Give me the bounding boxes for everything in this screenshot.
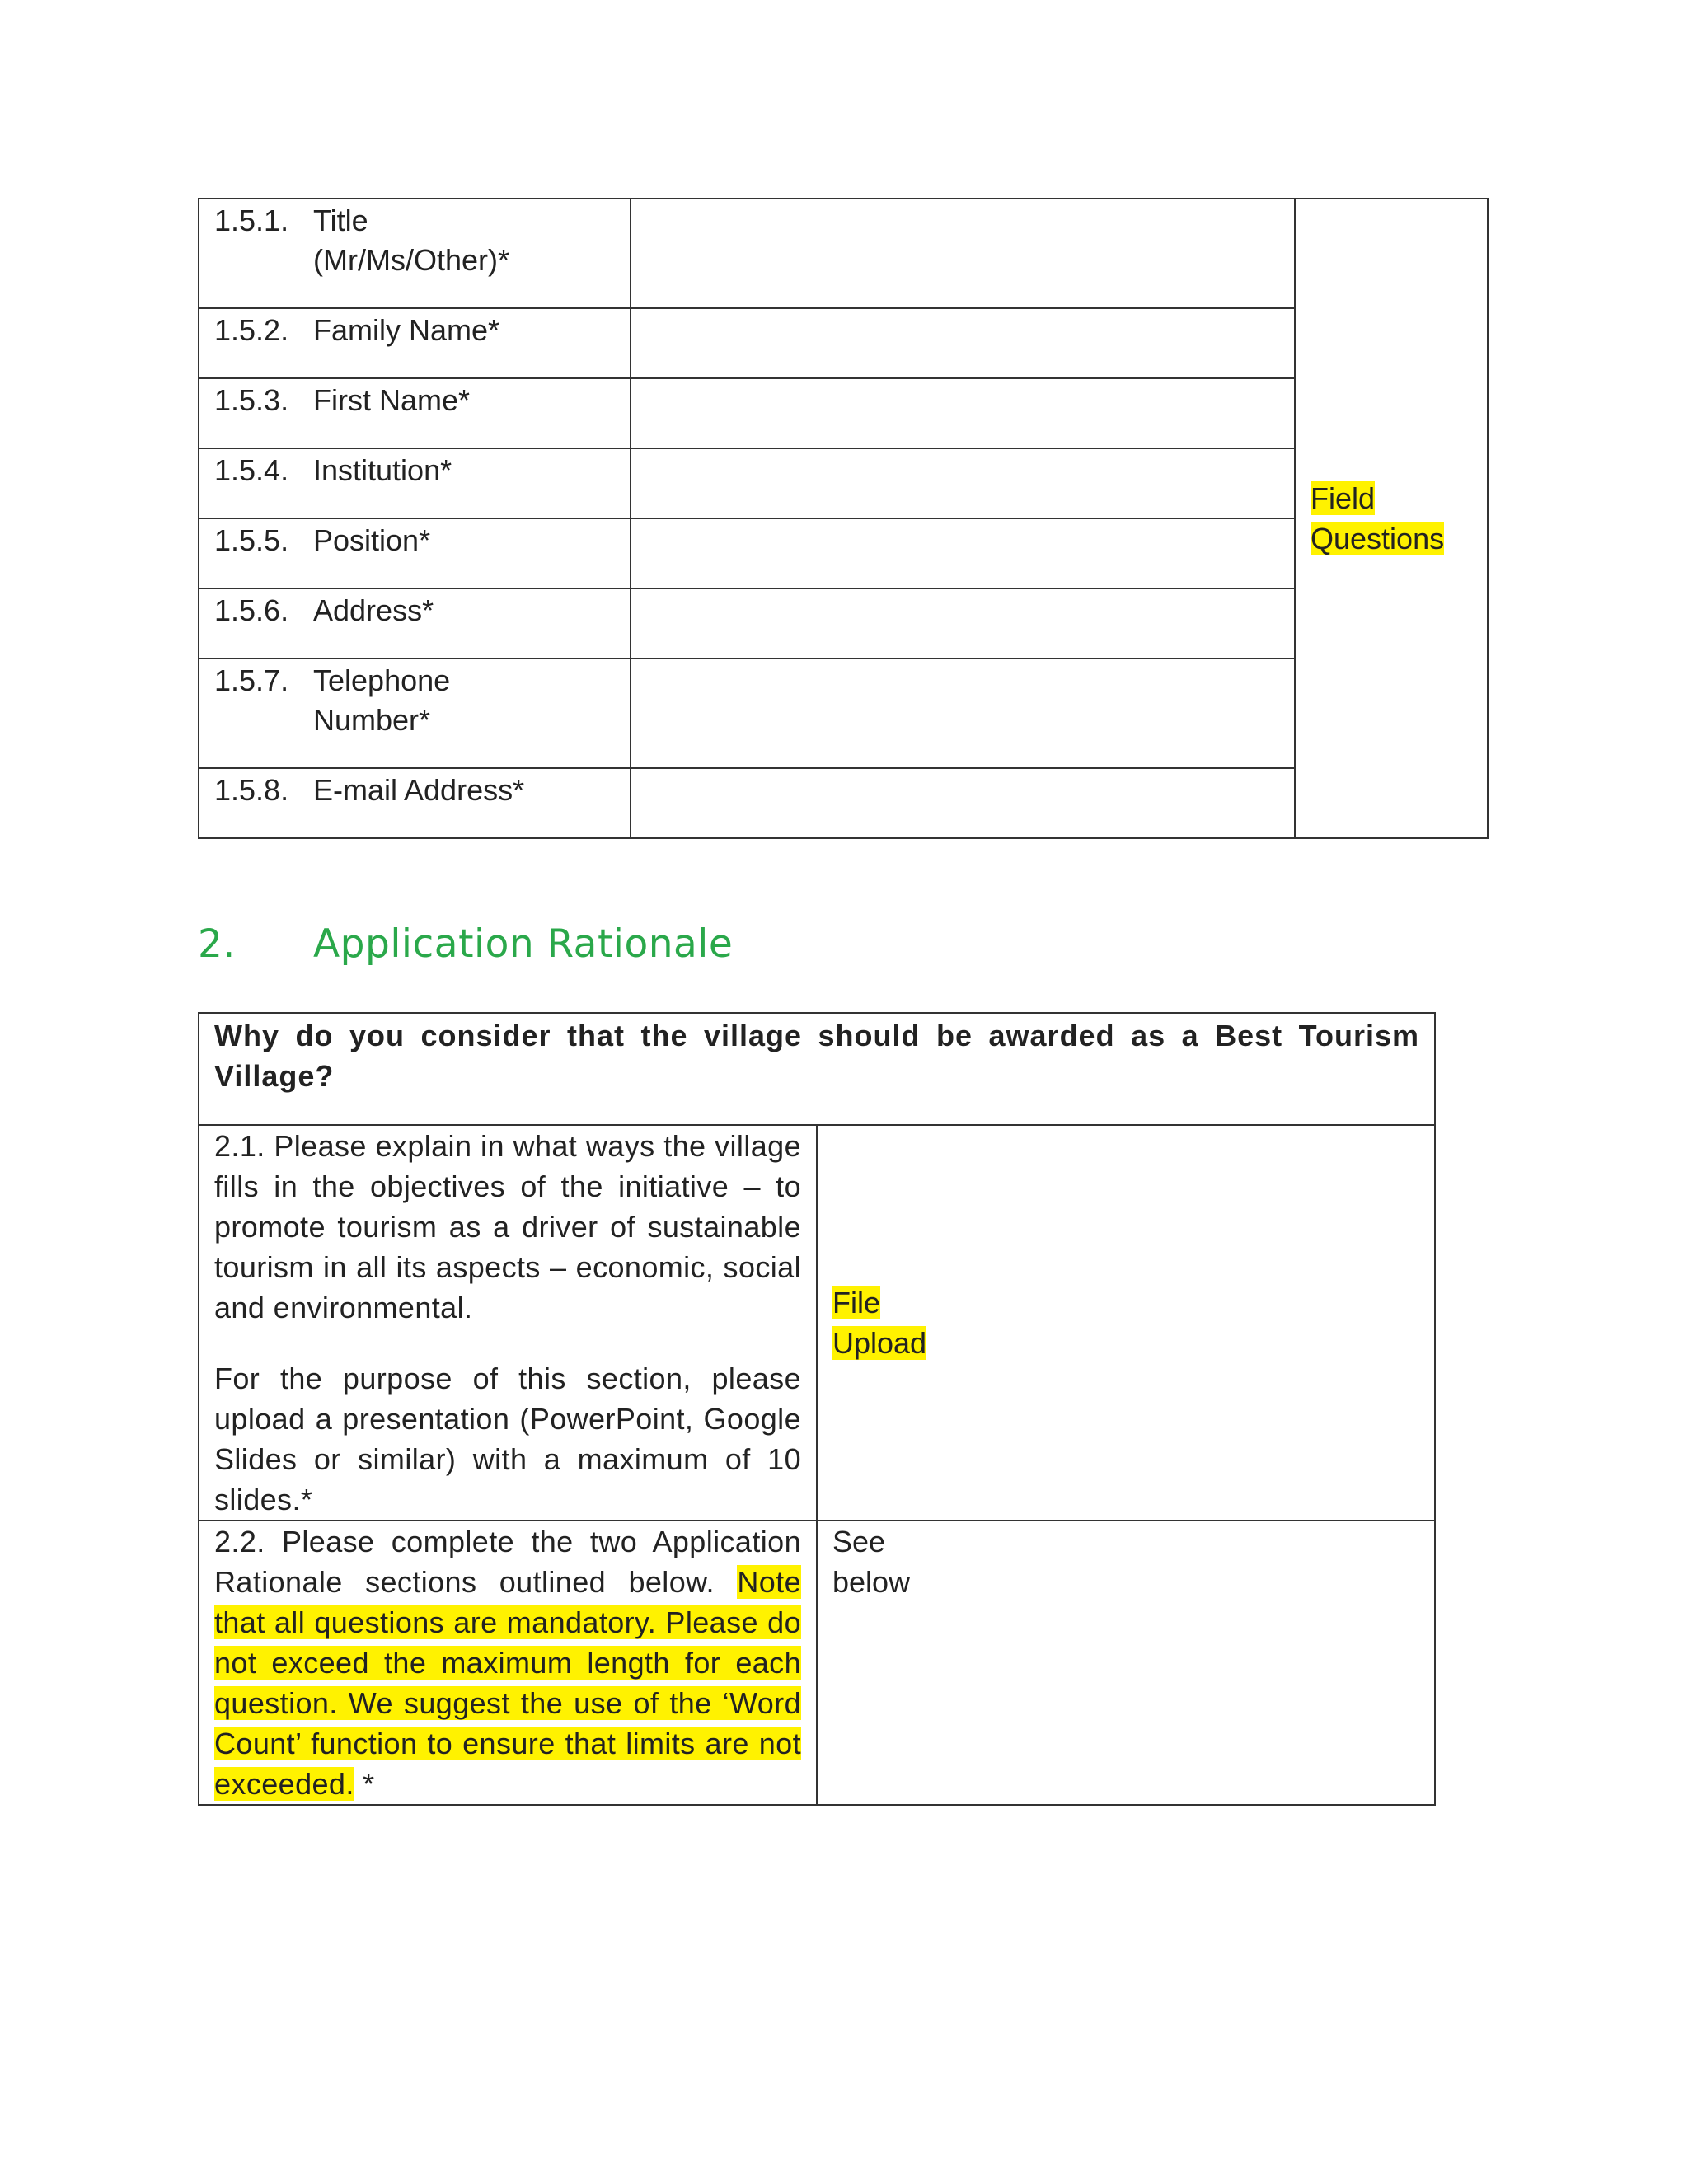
- title-input-cell[interactable]: [631, 199, 1295, 308]
- label-text: Telephone: [313, 663, 451, 697]
- contact-details-table: [198, 198, 1489, 839]
- item-number: 1.5.2.: [214, 313, 289, 347]
- label-text: Position*: [313, 523, 431, 557]
- label-address: [199, 588, 631, 658]
- item-number: 1.5.5.: [214, 523, 289, 557]
- file-upload-cell[interactable]: [817, 1125, 1435, 1521]
- label-telephone: [199, 658, 631, 768]
- label-text: Institution*: [313, 453, 452, 487]
- institution-input-cell[interactable]: [631, 448, 1295, 518]
- label-text-continued: Number*: [313, 703, 431, 737]
- see-below-label: See: [832, 1525, 886, 1558]
- label-position: [199, 518, 631, 588]
- see-below-label-line2: below: [832, 1565, 911, 1599]
- label-first-name: [199, 378, 631, 448]
- field-type-label: Field: [1311, 481, 1376, 515]
- section-number: 2.: [198, 921, 236, 967]
- address-input-cell[interactable]: [631, 588, 1295, 658]
- family-name-input-cell[interactable]: [631, 308, 1295, 378]
- label-email: [199, 768, 631, 838]
- item-2-1-instruction: For the purpose of this section, please upload a presentation (PowerPoint, Google Slides or similar) with a maximum of 10 slides.*: [214, 1361, 801, 1516]
- item-number: 1.5.1.: [214, 204, 289, 237]
- item-2-2-text: 2.2. Please complete the two Application Rationale sections outlined below.: [214, 1525, 801, 1599]
- file-upload-label-line2: Upload: [832, 1326, 927, 1360]
- see-below-cell: [817, 1521, 1435, 1805]
- required-asterisk: *: [363, 1767, 375, 1801]
- label-title: [199, 199, 631, 308]
- first-name-input-cell[interactable]: [631, 378, 1295, 448]
- item-2-1-text: 2.1. Please explain in what ways the village fills in the objectives of the initiative – to promote tourism as a driver of sustainable tourism in all its aspects – economic, social and environmental.: [214, 1129, 801, 1324]
- item-number: 1.5.7.: [214, 663, 289, 697]
- label-text: First Name*: [313, 383, 471, 417]
- label-institution: [199, 448, 631, 518]
- item-2-1-cell: [199, 1125, 817, 1521]
- item-number: 1.5.4.: [214, 453, 289, 487]
- email-input-cell[interactable]: [631, 768, 1295, 838]
- application-rationale-table: [198, 1012, 1436, 1806]
- field-type-cell: [1295, 199, 1488, 838]
- item-2-2-cell: [199, 1521, 817, 1805]
- section-title: Application Rationale: [313, 921, 734, 967]
- item-number: 1.5.8.: [214, 773, 289, 807]
- rationale-question: Why do you consider that the village should be awarded as a Best Tourism Village?: [199, 1013, 1435, 1125]
- mandatory-note-highlight: Note that all questions are mandatory. Please do not exceed the maximum length for each question. We suggest the use of the ‘Word Count’ function to ensure that limits are not exceeded.: [214, 1565, 801, 1801]
- section-heading: [198, 921, 733, 967]
- label-text: Title: [313, 204, 368, 237]
- item-number: 1.5.3.: [214, 383, 289, 417]
- label-text: Family Name*: [313, 313, 500, 347]
- position-input-cell[interactable]: [631, 518, 1295, 588]
- field-type-label-line2: Questions: [1311, 522, 1445, 555]
- telephone-input-cell[interactable]: [631, 658, 1295, 768]
- label-family-name: [199, 308, 631, 378]
- label-text: Address*: [313, 593, 434, 627]
- file-upload-label: File: [832, 1286, 881, 1319]
- label-text-continued: (Mr/Ms/Other)*: [313, 243, 509, 277]
- item-number: 1.5.6.: [214, 593, 289, 627]
- label-text: E-mail Address*: [313, 773, 525, 807]
